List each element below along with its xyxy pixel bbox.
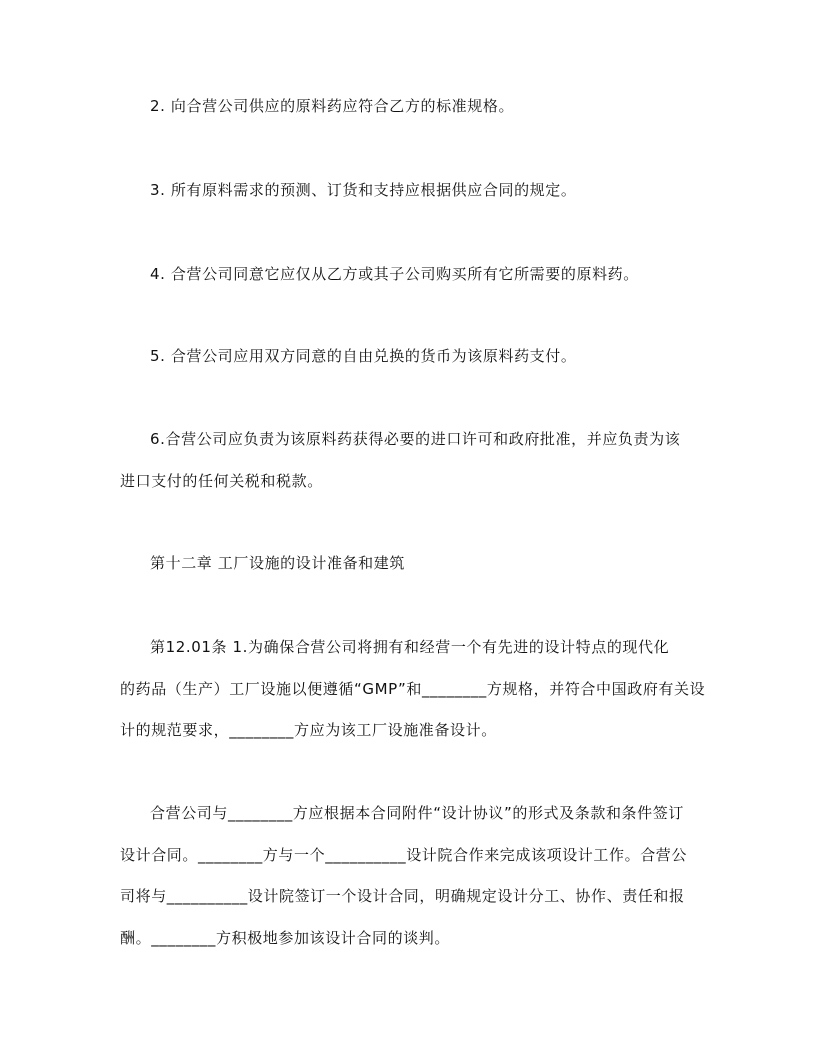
paragraph-line-1: 合营公司与________方应根据本合同附件“设计协议”的形式及条款和条件签订 <box>150 804 684 822</box>
paragraph-line-3: 司将与__________设计院签订一个设计合同，明确规定设计分工、协作、责任和报 <box>120 887 685 905</box>
paragraph-line-4: 酬。________方积极地参加该设计合同的谈判。 <box>120 929 451 947</box>
clause-2: 2. 向合营公司供应的原料药应符合乙方的标准规格。 <box>150 97 515 115</box>
article-line-1: 第12.01条 1.为确保合营公司将拥有和经营一个有先进的设计特点的现代化 <box>150 638 670 656</box>
clause-6-line-2: 进口支付的任何关税和税款。 <box>120 472 323 490</box>
clause-3: 3. 所有原料需求的预测、订货和支持应根据供应合同的规定。 <box>150 181 577 199</box>
paragraph-line-2: 设计合同。________方与一个__________设计院合作来完成该项设计工作。合营公 <box>120 846 688 864</box>
clause-4: 4. 合营公司同意它应仅从乙方或其子公司购买所有它所需要的原料药。 <box>150 265 639 283</box>
article-line-2: 的药品（生产）工厂设施以便遵循“GMP”和________方规格，并符合中国政府有关设 <box>120 680 706 698</box>
clause-5: 5. 合营公司应用双方同意的自由兑换的货币为该原料药支付。 <box>150 347 577 365</box>
clause-6-line-1: 6.合营公司应负责为该原料药获得必要的进口许可和政府批准，并应负责为该 <box>150 430 681 448</box>
article-line-3: 计的规范要求，________方应为该工厂设施准备设计。 <box>120 721 497 739</box>
chapter-heading: 第十二章 工厂设施的设计准备和建筑 <box>150 554 405 572</box>
